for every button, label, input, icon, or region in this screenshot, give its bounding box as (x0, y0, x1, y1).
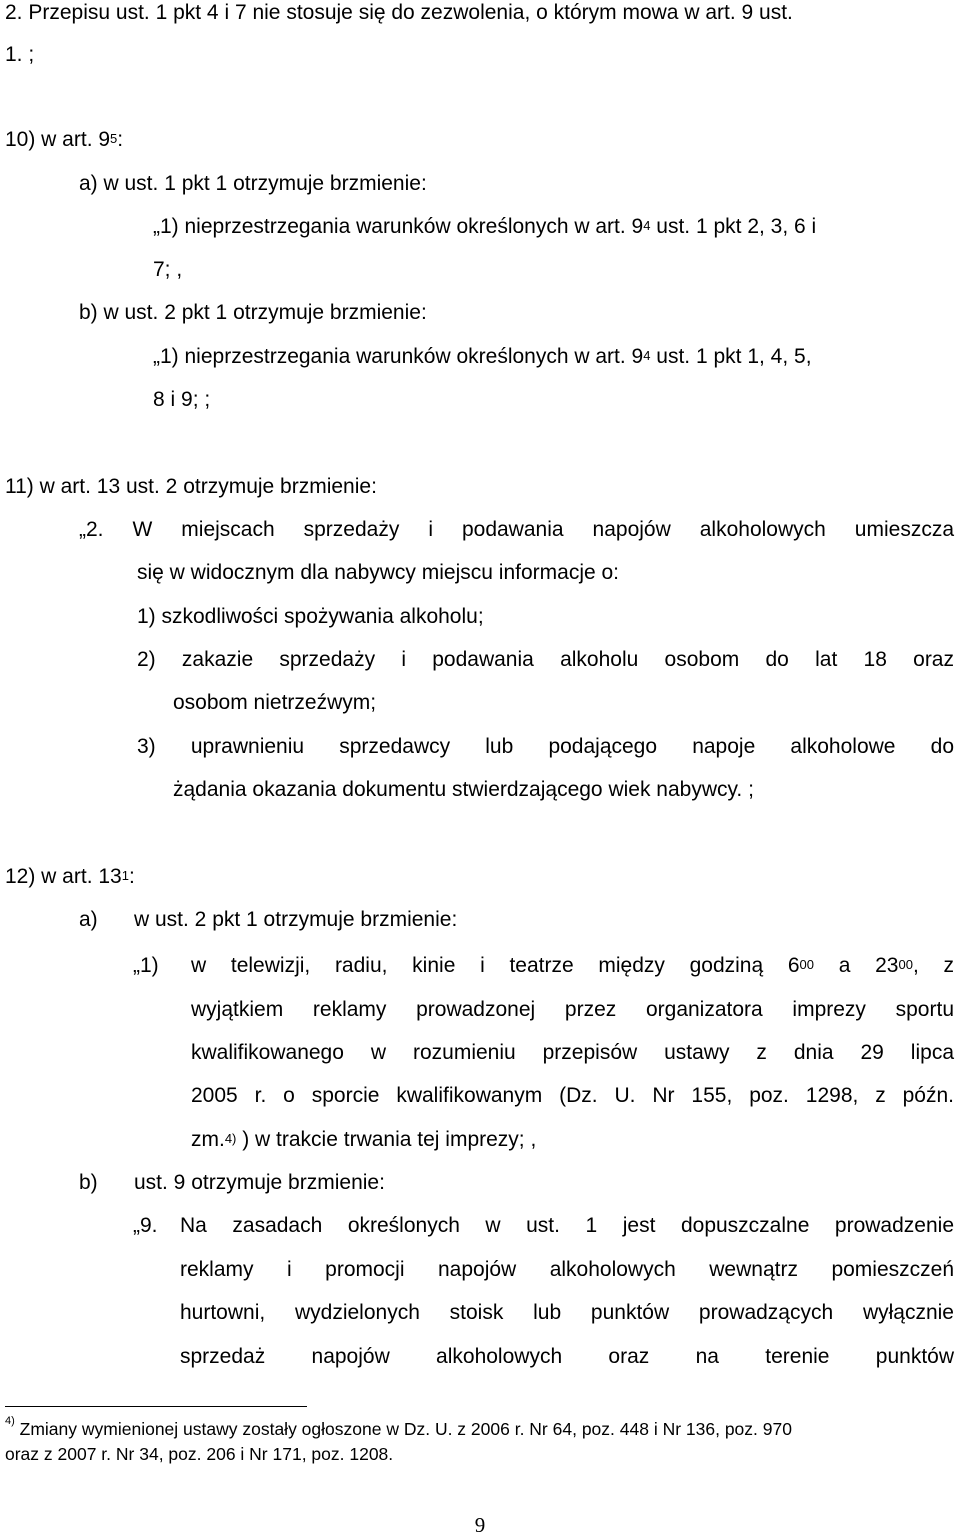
text-line (153, 344, 812, 370)
list-marker: b) (79, 1171, 98, 1194)
superscript: 1 (121, 868, 129, 883)
text-line: ust. 9 otrzymuje brzmienie: (134, 1171, 385, 1194)
text-span: 10) w art. 9 (5, 128, 111, 151)
text-line: wyjątkiem reklamy prowadzonej przez organizatora imprezy sportu (191, 998, 954, 1021)
text-span: a 23 (814, 954, 899, 977)
footnote-text: Zmiany wymienionej ustawy zostały ogłoszone w Dz. U. z 2006 r. Nr 64, poz. 448 i Nr 136, poz. 970 (14, 1419, 792, 1439)
text-line: b) w ust. 2 pkt 1 otrzymuje brzmienie: (79, 301, 427, 324)
text-span: : (117, 128, 124, 151)
text-line: 1. ; (5, 43, 35, 66)
list-marker: „9. (133, 1214, 158, 1237)
text-line: Na zasadach określonych w ust. 1 jest dopuszczalne prowadzenie (180, 1214, 954, 1237)
text-line: 7; , (153, 258, 183, 281)
superscript: 4 (643, 348, 651, 363)
text-span: w telewizji, radiu, kinie i teatrze między godziną 6 (191, 954, 800, 977)
text-line: kwalifikowanego w rozumieniu przepisów ustawy z dnia 29 lipca (191, 1041, 954, 1064)
text-span: 12) w art. 13 (5, 865, 122, 888)
footnote-line (5, 1415, 792, 1440)
text-span: „1) nieprzestrzegania warunków określonych w art. 9 (153, 215, 644, 238)
text-line (153, 214, 816, 240)
text-span: ust. 1 pkt 1, 4, 5, (650, 345, 812, 368)
text-line: 11) w art. 13 ust. 2 otrzymuje brzmienie: (5, 475, 377, 498)
list-marker: „1) (133, 954, 159, 977)
superscript: 4 (643, 218, 651, 233)
footnote-line: oraz z 2007 r. Nr 34, poz. 206 i Nr 171, poz. 1208. (5, 1444, 394, 1464)
text-line: a) w ust. 1 pkt 1 otrzymuje brzmienie: (79, 172, 427, 195)
text-line (5, 127, 123, 153)
superscript: 00 (799, 957, 815, 972)
page-number: 9 (474, 1513, 486, 1537)
text-line: hurtowni, wydzielonych stoisk lub punktów prowadzących wyłącznie (180, 1301, 954, 1324)
text-line: 2) zakazie sprzedaży i podawania alkoholu osobom do lat 18 oraz (137, 648, 954, 671)
text-line: osobom nietrzeźwym; (173, 691, 377, 714)
text-line: 3) uprawnieniu sprzedawcy lub podającego napoje alkoholowe do (137, 735, 954, 758)
text-span: ust. 1 pkt 2, 3, 6 i (650, 215, 817, 238)
text-line: 2. Przepisu ust. 1 pkt 4 i 7 nie stosuje się do zezwolenia, o którym mowa w art. 9 ust. (5, 1, 793, 24)
list-marker: a) (79, 908, 98, 931)
text-line (5, 864, 135, 890)
text-line: 1) szkodliwości spożywania alkoholu; (137, 605, 484, 628)
text-line (191, 953, 954, 979)
text-line: sprzedaż napojów alkoholowych oraz na terenie punktów (180, 1345, 954, 1368)
text-line: się w widocznym dla nabywcy miejscu informacje o: (137, 561, 620, 584)
text-span: „1) nieprzestrzegania warunków określonych w art. 9 (153, 345, 644, 368)
text-line: w ust. 2 pkt 1 otrzymuje brzmienie: (134, 908, 458, 931)
text-line: żądania okazania dokumentu stwierdzającego wiek nabywcy. ; (173, 778, 754, 801)
text-line: 8 i 9; ; (153, 388, 211, 411)
text-span: : (128, 865, 135, 888)
text-span: zm. (191, 1128, 225, 1151)
superscript: 00 (898, 957, 913, 972)
text-line: 2005 r. o sporcie kwalifikowanym (Dz. U. Nr 155, poz. 1298, z późn. (191, 1084, 954, 1107)
text-line: reklamy i promocji napojów alkoholowych wewnątrz pomieszczeń (180, 1258, 954, 1281)
footnote-separator (5, 1406, 307, 1407)
footnote-reference: 4) (224, 1131, 237, 1146)
footnote-mark: 4) (5, 1415, 15, 1428)
text-line (191, 1127, 536, 1153)
text-span: , z (912, 954, 954, 977)
text-span: ) w trakcie trwania tej imprezy; , (236, 1128, 537, 1151)
text-line: „2. W miejscach sprzedaży i podawania napojów alkoholowych umieszcza (79, 518, 954, 541)
superscript: 5 (110, 131, 118, 146)
